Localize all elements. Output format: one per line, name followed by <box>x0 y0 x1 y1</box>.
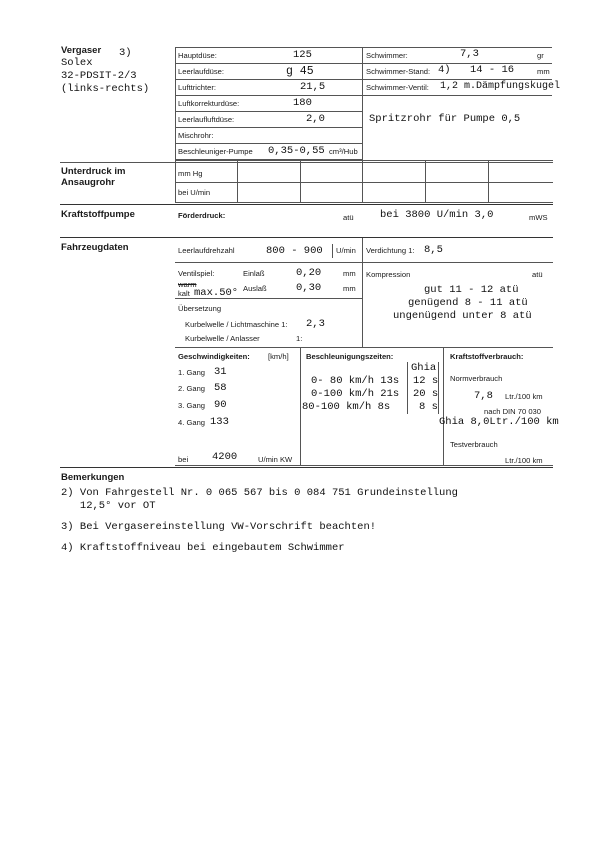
din-label: nach DIN 70 030 <box>484 407 541 416</box>
bemerkungen-title: Bemerkungen <box>61 472 125 483</box>
schwimmer-ventil-label: Schwimmer-Ventil: <box>366 83 429 92</box>
leerlaufdrehzahl-value: 800 - 900 <box>266 245 323 257</box>
schwimmer-label: Schwimmer: <box>366 51 408 60</box>
kompression-label: Kompression <box>366 270 411 279</box>
foerderdruck-unit: mWS <box>529 213 548 222</box>
ventilspiel-label: Ventilspiel: <box>178 269 215 278</box>
leerlaufduese-label: Leerlaufdüse: <box>178 67 225 76</box>
normverbrauch-unit: Ltr./100 km <box>505 392 543 401</box>
gang-value: 90 <box>214 399 227 411</box>
vergaser-note-ref: 3) <box>119 47 132 59</box>
bemerkung-line: 3) Bei Vergasereinstellung VW-Vorschrift beachten! <box>61 521 377 533</box>
kompression-line: gut 11 - 12 atü <box>424 284 519 296</box>
auslass-value: 0,30 <box>296 282 322 294</box>
schwimmer-stand-ref: 4) <box>438 64 451 76</box>
bei-unit: U/min KW <box>258 455 293 464</box>
bei-value: 4200 <box>212 451 238 463</box>
schwimmer-stand-value: 14 - 16 <box>470 64 515 76</box>
leerlaufdrehzahl-unit: U/min <box>336 246 356 255</box>
foerderdruck-label: Förderdruck: <box>178 211 226 220</box>
beschleunigung-ghia: 20 s <box>413 388 439 400</box>
auslass-label: Auslaß <box>243 284 267 293</box>
kurbel-licht-value: 2,3 <box>306 318 325 330</box>
unterdruck-title-1: Unterdruck im <box>61 166 126 177</box>
kompression-line: genügend 8 - 11 atü <box>408 297 528 309</box>
hauptduese-label: Hauptdüse: <box>178 51 217 60</box>
leerlaufduese-value: g 45 <box>286 65 314 78</box>
verdichtung-value: 8,5 <box>424 244 443 256</box>
schwimmer-stand-unit: mm <box>537 67 550 76</box>
kurbel-anlasser-value: 1: <box>296 334 303 343</box>
vergaser-maker: Solex <box>61 57 93 69</box>
kurbel-licht-label: Kurbelwelle / Lichtmaschine 1: <box>185 320 288 329</box>
foerderdruck-value: bei 3800 U/min 3,0 <box>380 209 494 221</box>
schwimmer-unit: gr <box>537 51 544 60</box>
vergaser-model: 32-PDSIT-2/3 <box>61 70 137 82</box>
leerlaufluftduese-label: Leerlaufluftdüse: <box>178 115 235 124</box>
lufttrichter-value: 21,5 <box>300 81 326 93</box>
einlass-value: 0,20 <box>296 267 322 279</box>
beschleunigung-range: 80-100 km/h 8s <box>302 401 391 413</box>
gang-value: 133 <box>210 416 229 428</box>
fahrzeugdaten-title: Fahrzeugdaten <box>61 242 129 253</box>
geschwindigkeiten-title: Geschwindigkeiten: <box>178 352 250 361</box>
uebersetzung-label: Übersetzung <box>178 304 222 313</box>
beschleuniger-label: Beschleuniger-Pumpe <box>178 147 253 156</box>
kalt-label: kalt <box>178 289 190 298</box>
schwimmer-stand-label: Schwimmer-Stand: <box>366 67 431 76</box>
beschleuniger-unit: cm³/Hub <box>329 147 358 156</box>
spritzrohr-text: Spritzrohr für Pumpe 0,5 <box>369 113 521 125</box>
kurbel-anlasser-label: Kurbelwelle / Anlasser <box>185 334 260 343</box>
unterdruck-umin-label: bei U/min <box>178 188 211 197</box>
lufttrichter-label: Lufttrichter: <box>178 83 216 92</box>
kalt-value: max.50° <box>194 287 239 299</box>
gang-value: 58 <box>214 382 227 394</box>
normverbrauch-value: 7,8 <box>474 390 493 402</box>
beschleuniger-value: 0,35-0,55 <box>268 145 325 157</box>
einlass-unit: mm <box>343 269 356 278</box>
gang-value: 31 <box>214 366 227 378</box>
beschleunigung-ghia: 8 s <box>419 401 438 413</box>
geschwindigkeiten-unit: [km/h] <box>268 352 289 361</box>
bemerkung-line: 2) Von Fahrgestell Nr. 0 065 567 bis 0 084 751 Grundeinstellung <box>61 487 458 499</box>
vergaser-side: (links-rechts) <box>61 83 150 95</box>
beschleunigung-ghia-header: Ghia <box>411 362 437 374</box>
beschleunigung-title: Beschleunigungszeiten: <box>306 352 394 361</box>
kraftstoffpumpe-title: Kraftstoffpumpe <box>61 209 135 220</box>
unterdruck-mmhg-label: mm Hg <box>178 169 203 178</box>
beschleunigung-range: 0- 80 km/h 13s <box>311 375 400 387</box>
foerderdruck-atue: atü <box>343 213 354 222</box>
testverbrauch-label: Testverbrauch <box>450 440 498 449</box>
kompression-line: ungenügend unter 8 atü <box>393 310 532 322</box>
schwimmer-ventil-value: 1,2 m.Dämpfungskugel <box>440 81 561 92</box>
normverbrauch-label: Normverbrauch <box>450 374 503 383</box>
hauptduese-value: 125 <box>293 49 312 61</box>
bemerkung-line: 12,5° vor OT <box>61 500 156 512</box>
luftkorrekturduese-value: 180 <box>293 97 312 109</box>
leerlaufdrehzahl-label: Leerlaufdrehzahl <box>178 246 235 255</box>
bemerkung-line: 4) Kraftstoffniveau bei eingebautem Schwimmer <box>61 542 345 554</box>
auslass-unit: mm <box>343 284 356 293</box>
verbrauch-title: Kraftstoffverbrauch: <box>450 352 524 361</box>
gang-label: 4. Gang <box>178 418 206 427</box>
bei-label: bei <box>178 455 189 464</box>
gang-label: 3. Gang <box>178 401 206 410</box>
testverbrauch-unit: Ltr./100 km <box>505 456 543 465</box>
leerlaufluftduese-value: 2,0 <box>306 113 325 125</box>
beschleunigung-ghia: 12 s <box>413 375 439 387</box>
vergaser-title: Vergaser <box>61 45 102 56</box>
unterdruck-title-2: Ansaugrohr <box>61 177 115 188</box>
gang-label: 2. Gang <box>178 384 206 393</box>
warm-struck-label: warm <box>178 280 197 289</box>
einlass-label: Einlaß <box>243 269 265 278</box>
kompression-unit: atü <box>532 270 543 279</box>
ghia-verbrauch-value: Ghia 8,0Ltr./100 km <box>439 416 559 428</box>
beschleunigung-range: 0-100 km/h 21s <box>311 388 400 400</box>
schwimmer-value: 7,3 <box>460 48 479 60</box>
verdichtung-label: Verdichtung 1: <box>366 246 415 255</box>
mischrohr-label: Mischrohr: <box>178 131 214 140</box>
luftkorrekturduese-label: Luftkorrekturdüse: <box>178 99 240 108</box>
gang-label: 1. Gang <box>178 368 206 377</box>
